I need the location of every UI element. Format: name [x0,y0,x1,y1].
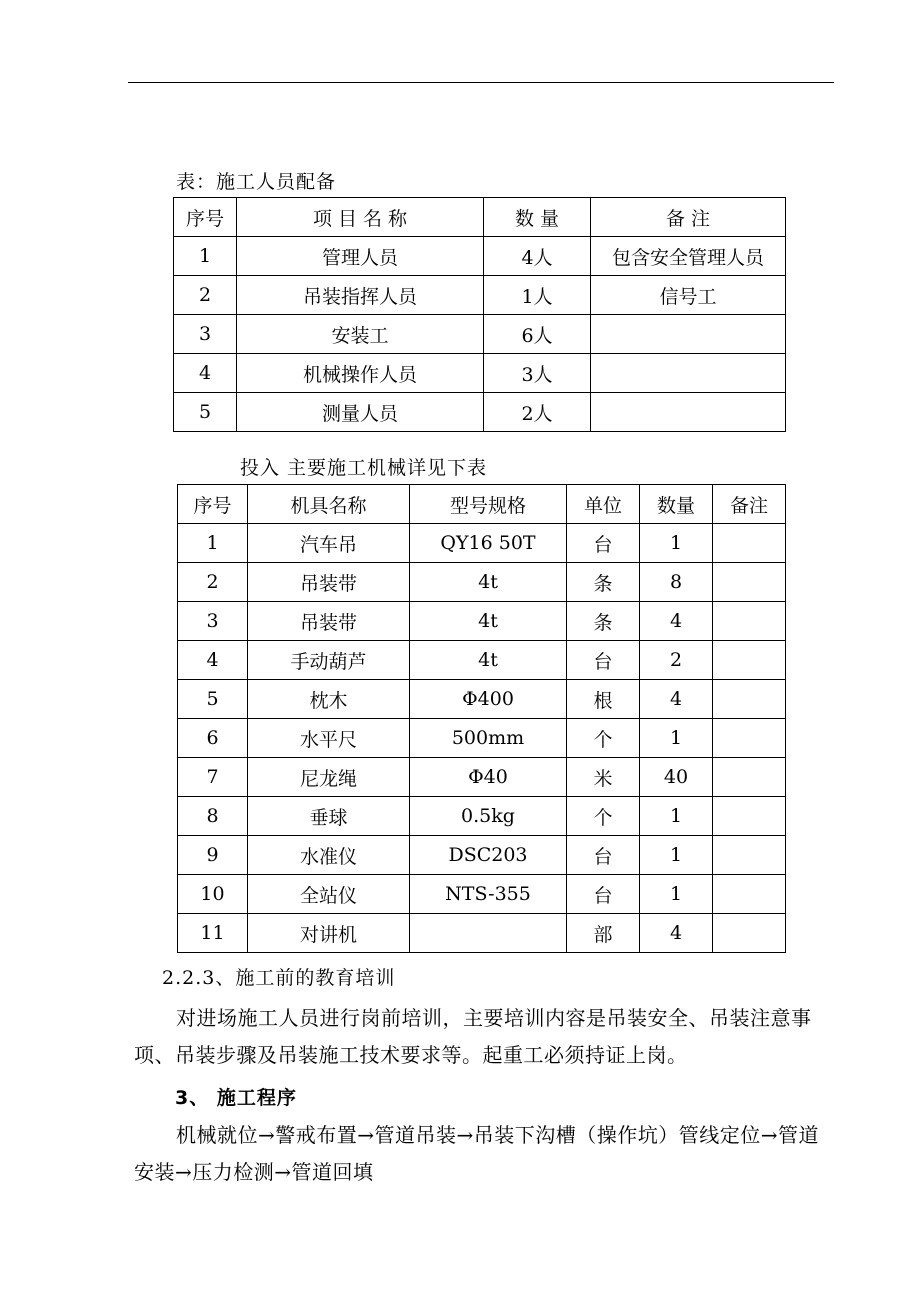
col-header: 数量 [640,485,713,524]
table-cell: 安装工 [237,315,484,354]
table-cell: 3 [178,602,248,641]
table-cell [713,563,786,602]
table-cell: 汽车吊 [248,524,410,563]
table2-caption: 投入 主要施工机械详见下表 [240,457,488,479]
table-cell [713,641,786,680]
table-cell: 水准仪 [248,836,410,875]
table-row [178,563,786,602]
table-cell: NTS-355 [410,875,567,914]
table-cell: 吊装带 [248,602,410,641]
col-header: 数 量 [484,198,591,237]
table-row [174,354,786,393]
col-header: 序号 [178,485,248,524]
col-header: 型号规格 [410,485,567,524]
table-row [178,758,786,797]
table-cell: 4 [640,680,713,719]
col-header: 项 目 名 称 [237,198,484,237]
table-cell: 吊装带 [248,563,410,602]
table-cell: 全站仪 [248,875,410,914]
table-cell [713,524,786,563]
table-cell: 米 [567,758,640,797]
table-cell: 7 [178,758,248,797]
table-cell: 1 [640,875,713,914]
table-cell: 1 [174,237,237,276]
table-cell [713,797,786,836]
table-header-row [174,198,786,237]
table1-caption: 表：施工人员配备 [176,171,337,193]
table-cell: 9 [178,836,248,875]
table-cell: QY16 50T [410,524,567,563]
table-cell: 1 [178,524,248,563]
section-223-text: 对进场施工人员进行岗前培训，主要培训内容是吊装安全、吊装注意事项、吊装步骤及吊装施工技术要求等。起重工必须持证上岗。 [134,1006,812,1067]
table-cell: 根 [567,680,640,719]
table-cell [713,758,786,797]
table-cell: 1 [640,524,713,563]
table-cell: 2人 [484,393,591,432]
table-cell [591,393,786,432]
table-row [178,524,786,563]
table-cell: 台 [567,524,640,563]
table-cell [713,914,786,953]
table-cell: 水平尺 [248,719,410,758]
table-cell [713,680,786,719]
table-cell: 台 [567,641,640,680]
table-cell: 吊装指挥人员 [237,276,484,315]
table-row [178,602,786,641]
table-cell: 1人 [484,276,591,315]
table-cell: 4 [174,354,237,393]
table-cell: 40 [640,758,713,797]
header-rule [128,82,834,83]
table-row [174,393,786,432]
table-cell: 1 [640,797,713,836]
table-cell: 4人 [484,237,591,276]
table-cell: 包含安全管理人员 [591,237,786,276]
table-cell: 2 [174,276,237,315]
table-cell: 6 [178,719,248,758]
table-cell: 台 [567,836,640,875]
table-cell: 2 [178,563,248,602]
table-cell: 5 [174,393,237,432]
table-cell: 4t [410,641,567,680]
table-cell: 1 [640,719,713,758]
table-header-row [178,485,786,524]
table-cell [410,914,567,953]
table-cell: 3人 [484,354,591,393]
table-row [178,719,786,758]
table-row [174,276,786,315]
table-cell: 部 [567,914,640,953]
table-cell: 4 [178,641,248,680]
section-223-title: 2.2.3、施工前的教育培训 [162,967,396,989]
col-header: 备注 [713,485,786,524]
table-cell: 500mm [410,719,567,758]
machinery-table [177,484,786,953]
table-cell: 个 [567,719,640,758]
table-cell: 4 [640,602,713,641]
section-3-text: 机械就位→警戒布置→管道吊装→吊装下沟槽（操作坑）管线定位→管道安装→压力检测→管道回填 [134,1123,820,1184]
table-cell: 台 [567,875,640,914]
table-cell: 垂球 [248,797,410,836]
table-cell: Φ40 [410,758,567,797]
table-row [178,914,786,953]
table-cell: 条 [567,563,640,602]
table-cell: 条 [567,602,640,641]
table-row [178,836,786,875]
table-cell [713,875,786,914]
table-cell [713,602,786,641]
table-cell: 机械操作人员 [237,354,484,393]
col-header: 备 注 [591,198,786,237]
table-cell: 对讲机 [248,914,410,953]
table-cell: 2 [640,641,713,680]
table-cell: 5 [178,680,248,719]
table-cell: 测量人员 [237,393,484,432]
table-cell: 11 [178,914,248,953]
table-cell: DSC203 [410,836,567,875]
table-cell [713,836,786,875]
staffing-table [173,197,786,432]
table-cell: 个 [567,797,640,836]
table-cell: Φ400 [410,680,567,719]
col-header: 机具名称 [248,485,410,524]
section-223-body [134,1000,834,1074]
table-cell [713,719,786,758]
table-cell: 尼龙绳 [248,758,410,797]
section-3-body [134,1117,834,1191]
table-cell: 4t [410,563,567,602]
table-row [178,875,786,914]
section-3-title: 3、 施工程序 [175,1087,297,1109]
table-cell: 1 [640,836,713,875]
table-cell: 枕木 [248,680,410,719]
table-cell: 4t [410,602,567,641]
table-cell: 8 [640,563,713,602]
table-cell: 0.5kg [410,797,567,836]
table-row [178,797,786,836]
table-cell: 8 [178,797,248,836]
col-header: 单位 [567,485,640,524]
table-cell: 10 [178,875,248,914]
table-row [174,315,786,354]
table-cell [591,354,786,393]
table-cell: 信号工 [591,276,786,315]
table-row [174,237,786,276]
table-row [178,680,786,719]
table-cell: 3 [174,315,237,354]
table-cell: 管理人员 [237,237,484,276]
col-header: 序号 [174,198,237,237]
table-row [178,641,786,680]
table-cell [591,315,786,354]
table-cell: 4 [640,914,713,953]
table-cell: 6人 [484,315,591,354]
table-cell: 手动葫芦 [248,641,410,680]
